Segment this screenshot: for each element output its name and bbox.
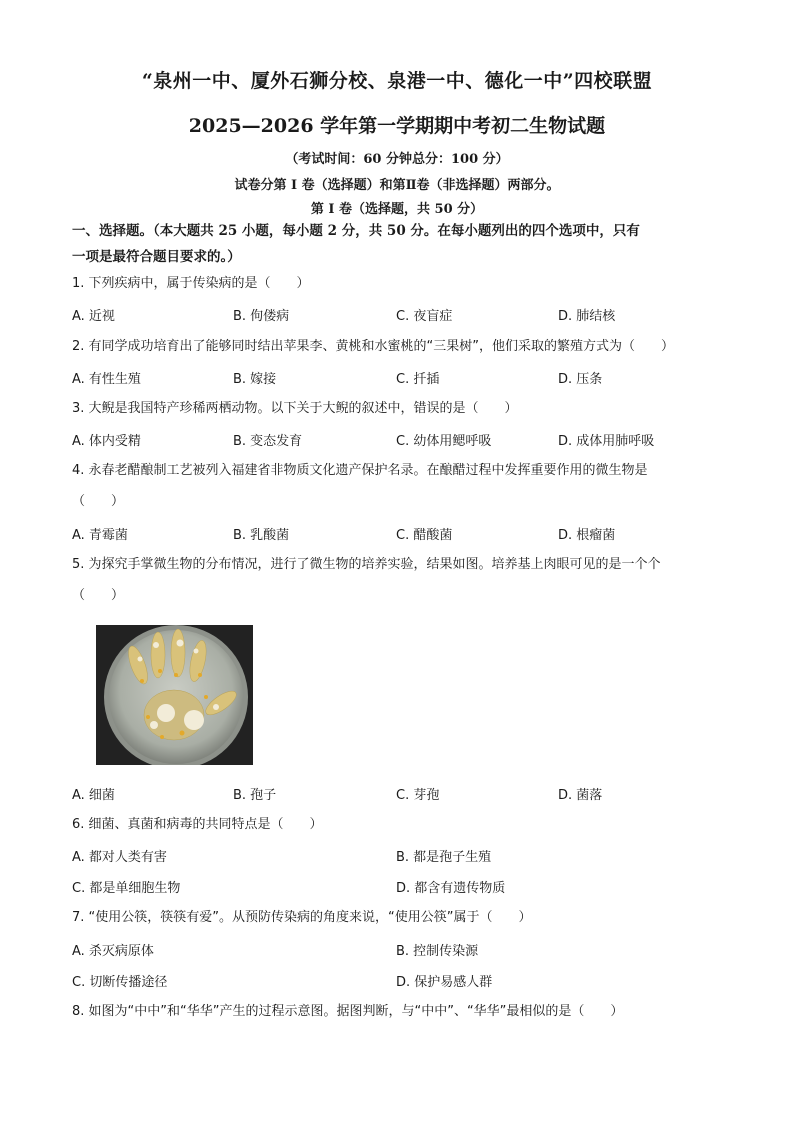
paper-structure: 试卷分第 I 卷（选择题）和第Ⅱ卷（非选择题）两部分。 xyxy=(234,178,560,193)
exam-info: （考试时间：60 分钟总分：100 分） xyxy=(285,152,509,167)
option-c[interactable]: C. 夜盲症 xyxy=(396,309,453,324)
section1-heading xyxy=(72,218,732,270)
petri-dish-icon xyxy=(96,625,253,765)
option-b[interactable]: B. 控制传染源 xyxy=(396,944,479,959)
option-d[interactable]: D. 成体用肺呼吸 xyxy=(558,434,655,449)
part1-title: 第 I 卷（选择题，共 50 分） xyxy=(310,202,484,217)
school-alliance-title: “泉州一中、厦外石狮分校、泉港一中、德化一中”四校联盟 xyxy=(141,70,653,92)
option-b[interactable]: B. 乳酸菌 xyxy=(233,528,290,543)
question-stem: 2. 有同学成功培育出了能够同时结出苹果李、黄桃和水蜜桃的“三果树”，他们采取的繁殖方式为（ ） xyxy=(72,339,675,354)
option-c[interactable]: C. 切断传播途径 xyxy=(72,975,168,990)
question-stem: 6. 细菌、真菌和病毒的共同特点是（ ） xyxy=(72,817,323,832)
option-a[interactable]: A. 细菌 xyxy=(72,788,115,803)
option-a[interactable]: A. 青霉菌 xyxy=(72,528,128,543)
section1-heading-line1: 一、选择题。（本大题共 25 小题，每小题 2 分，共 50 分。在每小题列出的四个选项中，只有 xyxy=(72,223,640,239)
option-d[interactable]: D. 保护易感人群 xyxy=(396,975,493,990)
option-a[interactable]: A. 体内受精 xyxy=(72,434,141,449)
option-d[interactable]: D. 菌落 xyxy=(558,788,603,803)
option-a[interactable]: A. 杀灭病原体 xyxy=(72,944,154,959)
question-stem: 5. 为探究手掌微生物的分布情况，进行了微生物的培养实验，结果如图。培养基上肉眼可见的是一个个 xyxy=(72,557,661,572)
option-a[interactable]: A. 有性生殖 xyxy=(72,372,141,387)
option-c[interactable]: C. 都是单细胞生物 xyxy=(72,881,181,896)
option-d[interactable]: D. 都含有遗传物质 xyxy=(396,881,506,896)
option-d[interactable]: D. 压条 xyxy=(558,372,603,387)
option-a[interactable]: A. 都对人类有害 xyxy=(72,850,167,865)
option-b[interactable]: B. 变态发育 xyxy=(233,434,303,449)
option-b[interactable]: B. 嫁接 xyxy=(233,372,277,387)
option-b[interactable]: B. 孢子 xyxy=(233,788,277,803)
option-b[interactable]: B. 佝偻病 xyxy=(233,309,290,324)
option-b[interactable]: B. 都是孢子生殖 xyxy=(396,850,492,865)
question-stem-cont: （ ） xyxy=(72,588,125,603)
question-stem: 8. 如图为“中中”和“华华”产生的过程示意图。据图判断，与“中中”、“华华”最相似的是（ ） xyxy=(72,1004,624,1019)
question-stem: 4. 永春老醋酿制工艺被列入福建省非物质文化遗产保护名录。在酿醋过程中发挥重要作用的微生物是 xyxy=(72,463,648,478)
question-stem-cont: （ ） xyxy=(72,494,125,509)
question-stem: 1. 下列疾病中，属于传染病的是（ ） xyxy=(72,276,310,291)
option-c[interactable]: C. 醋酸菌 xyxy=(396,528,453,543)
question-stem: 3. 大鲵是我国特产珍稀两栖动物。以下关于大鲵的叙述中，错误的是（ ） xyxy=(72,401,518,416)
option-a[interactable]: A. 近视 xyxy=(72,309,115,324)
petri-dish-handprint-image xyxy=(96,625,253,765)
option-c[interactable]: C. 幼体用鳃呼吸 xyxy=(396,434,492,449)
option-d[interactable]: D. 肺结核 xyxy=(558,309,616,324)
option-c[interactable]: C. 芽孢 xyxy=(396,788,440,803)
question-stem: 7. “使用公筷，筷筷有爱”。从预防传染病的角度来说，“使用公筷”属于（ ） xyxy=(72,910,532,925)
option-d[interactable]: D. 根瘤菌 xyxy=(558,528,616,543)
option-c[interactable]: C. 扦插 xyxy=(396,372,440,387)
section1-heading-line2: 一项是最符合题目要求的。） xyxy=(72,249,241,265)
exam-title: 2025—2026 学年第一学期期中考初二生物试题 xyxy=(188,115,606,137)
